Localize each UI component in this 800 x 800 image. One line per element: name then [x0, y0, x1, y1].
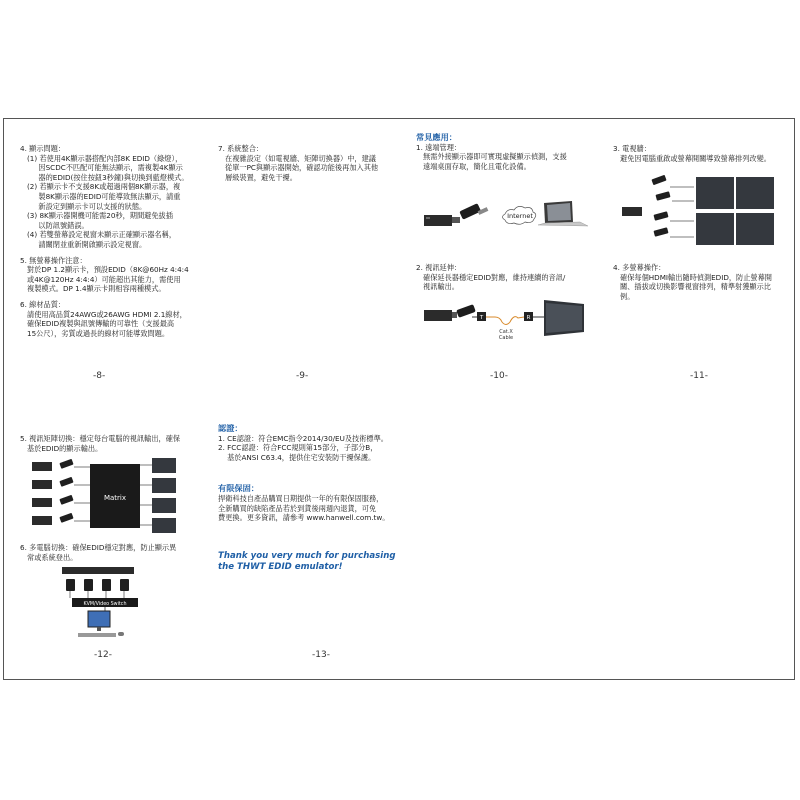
section-7-body: [218, 154, 398, 183]
text-line: 請使用高品質24AWG或26AWG HDMI 2.1線材，: [27, 309, 187, 319]
page-number-13: -13-: [312, 650, 330, 660]
source-pc-icon: [424, 310, 452, 321]
page-12-section-6: [20, 543, 200, 562]
text-line: 無需外接顯示器即可實現虛擬顯示偵測，支援: [423, 152, 567, 162]
matrix-emulator-icon: [59, 459, 73, 469]
text-line: 製8K顯示器的EDID可能導致無法顯示，請重: [27, 191, 181, 201]
matrix-title: 5. 視訊矩陣切換：: [20, 434, 80, 443]
cable-label-catx: Cat.X: [499, 329, 513, 335]
mouse-icon: [118, 632, 124, 636]
text-line: 視訊輸出。: [423, 282, 459, 292]
matrix-label: Matrix: [103, 494, 127, 502]
page-9-content: [218, 144, 398, 182]
text-line: 或4K@120Hz 4:4:4）可能超出其能力，需使用: [27, 274, 181, 284]
kvm-switch-diagram: [60, 565, 160, 643]
video-wall-diagram: [620, 173, 780, 253]
source-pc-icon-wall: [622, 207, 642, 216]
matrix-output-screen: [152, 498, 176, 513]
certification-heading: 認證：: [218, 423, 243, 433]
text-line: 捍衛科技自產品購買日期提供一年的有限保固服務，: [218, 493, 384, 503]
remote-mgmt-title: 1. 遠端管理：: [416, 142, 462, 152]
kvm-title: 6. 多電腦切換：: [20, 543, 73, 552]
matrix-switch-diagram: [30, 456, 180, 536]
thanks-line-1: Thank you very much for purchasing: [218, 550, 396, 561]
receiver-label: R: [526, 315, 531, 321]
video-wall-body: [613, 154, 793, 164]
text-line: 層級裝置，避免干擾。: [225, 172, 297, 182]
remote-mgmt-body: [416, 152, 596, 171]
wall-screen-3: [696, 213, 734, 245]
matrix-source-pc-icon: [32, 516, 52, 525]
warranty-body: [218, 494, 408, 523]
wall-screen-2: [736, 177, 774, 209]
page-11-content: [613, 144, 793, 163]
matrix-output-screen: [152, 478, 176, 493]
applications-heading: 常見應用：: [416, 132, 457, 142]
kvm-line-1: 確保EDID穩定對應，防止顯示異: [72, 543, 177, 552]
page-10-section-2: [416, 263, 596, 292]
page-11-section-4: [613, 263, 793, 301]
emulator-icon-b: [655, 191, 670, 200]
text-line: 確保每個HDMI輸出隨時偵測EDID，防止螢幕開: [620, 272, 772, 282]
text-line: 對於DP 1.2顯示卡，預設EDID（8K@60Hz 4:4:4: [27, 265, 189, 275]
page-12-content: [20, 434, 200, 453]
emulator-icon-c: [653, 211, 668, 220]
internet-label: Internet: [507, 212, 533, 220]
section-5-title: 5. 無螢幕操作注意：: [20, 255, 87, 265]
desktop-monitor-icon: [88, 611, 110, 627]
text-line: 新設定到顯示卡可以支援的狀態。: [27, 201, 147, 211]
matrix-output-screen: [152, 458, 176, 473]
section-4-list: [20, 154, 200, 250]
warranty-heading: 有限保固：: [218, 483, 259, 494]
text-line: 遠端桌面存取，簡化且電化設備。: [423, 161, 531, 171]
kvm-emulator-icon: [102, 579, 111, 591]
text-line: 全新購買的缺陷產品若於到貨後兩週內退貨，可免: [218, 503, 377, 513]
text-line: 確保EDID複製與訊號傳輸的可靠性（支援最高: [27, 319, 175, 329]
section-5-body: [20, 265, 200, 294]
page-number-12: -12-: [94, 650, 112, 660]
page-number-8: -8-: [93, 371, 106, 381]
text-line: 基於ANSI C63.4，提供住宅安裝防干擾保護。: [218, 452, 376, 462]
edid-emulator-icon-2: [456, 304, 476, 318]
kvm-emulator-icon: [84, 579, 93, 591]
matrix-source-pc-icon: [32, 462, 52, 471]
matrix-emulator-icon: [59, 495, 73, 505]
emulator-icon-d: [653, 227, 668, 236]
cable-connector-icon: [452, 217, 460, 223]
transmitter-label: T: [479, 315, 484, 321]
matrix-output-screen: [152, 518, 176, 533]
text-line: 關、插拔或切換影響視窗排列，精準射獲顯示比: [620, 282, 771, 292]
section-6-body: [20, 310, 200, 339]
text-line: 例。: [620, 291, 635, 301]
section-4-title: 4. 顯示問題：: [20, 144, 66, 153]
emulator-icon-a: [651, 175, 666, 185]
kvm-emulator-icon: [120, 579, 129, 591]
text-line: 1. CE認證：符合EMC指令2014/30/EU及技術標準。: [218, 433, 388, 443]
text-line: 從單一PC與顯示器開始，確認功能後再加入其他: [225, 163, 379, 173]
text-line: (1) 若使用4K顯示器搭配內部8K EDID（綠燈），: [27, 153, 183, 163]
matrix-emulator-icon: [59, 513, 73, 523]
section-7-title: 7. 系統整合：: [218, 144, 264, 153]
remote-management-diagram: [420, 195, 590, 237]
page-number-11: -11-: [690, 371, 708, 381]
kvm-source-pc-icon: [62, 567, 80, 574]
video-extension-title: 2. 視訊延伸：: [416, 263, 462, 272]
page-number-9: -9-: [296, 371, 309, 381]
text-line: (3) 8K顯示器開機可能需20秒，期間避免拔插: [27, 211, 173, 221]
text-line: 複製模式。DP 1.4顯示卡則相容兩種模式。: [27, 284, 166, 294]
page-number-10: -10-: [490, 371, 508, 381]
multi-monitor-body: [613, 273, 793, 302]
page-13-content: [218, 424, 408, 573]
matrix-source-pc-icon: [32, 480, 52, 489]
text-line: 請關閉並重新開啟顯示設定視窗。: [27, 239, 147, 249]
text-line: 以防訊號錯誤。: [27, 220, 89, 230]
text-line: 15公尺），劣質或過長的線材可能導致問題。: [27, 328, 170, 338]
kvm-source-pc-icon: [116, 567, 134, 574]
catx-cable-line: [486, 317, 524, 325]
text-line: 費更換。更多資訊，請參考 www.hanwell.com.tw。: [218, 513, 390, 523]
wall-screen-4: [736, 213, 774, 245]
matrix-line-2: 基於EDID的顯示輸出。: [27, 443, 103, 453]
cable-label-cable: Cable: [498, 335, 514, 341]
matrix-emulator-icon: [59, 477, 73, 487]
text-line: 在複雜設定（如電視牆、矩陣切換器）中，建議: [225, 153, 376, 163]
text-line: 避免因電腦重啟或螢幕開關導致螢幕排列改變。: [620, 153, 771, 163]
page-8-content: [20, 144, 200, 338]
kvm-source-pc-icon: [80, 567, 98, 574]
page-10-content: [416, 133, 596, 171]
text-line: (4) 若雙螢幕設定視窗未顯示正確顯示器名稱，: [27, 230, 177, 240]
multi-monitor-title: 4. 多螢幕操作：: [613, 263, 666, 272]
text-line: 器的EDID(按住按鈕3秒鐘)與切換到藍燈模式。: [27, 172, 189, 182]
wall-screen-1: [696, 177, 734, 209]
matrix-line-1: 穩定每台電腦的視訊輸出，確保: [79, 434, 181, 443]
thanks-line-2: the THWT EDID emulator!: [218, 561, 343, 572]
kvm-line-2: 常或系統登出。: [27, 552, 78, 562]
text-line: 確保延長器穩定EDID對應，維持連續的音訊/: [423, 272, 566, 282]
certification-body: [218, 434, 408, 463]
section-6-title: 6. 線材品質：: [20, 299, 66, 309]
text-line: (2) 若顯示卡不支援8K或超過兩個8K顯示器，複: [27, 182, 181, 192]
video-extension-diagram: [420, 298, 590, 348]
keyboard-icon: [78, 633, 116, 637]
kvm-switch-label: KVM/Video Switch: [83, 602, 127, 607]
kvm-section: [20, 543, 200, 553]
matrix-section: [20, 434, 200, 444]
text-line: 2. FCC認證：符合FCC規則第15部分，子部分B，: [218, 443, 378, 453]
mini-pc-icon: [424, 215, 452, 226]
kvm-emulator-icon: [66, 579, 75, 591]
matrix-source-pc-icon: [32, 498, 52, 507]
text-line: 因SCDC不匹配可能無法顯示，需複製4K顯示: [27, 163, 183, 173]
kvm-source-pc-icon: [98, 567, 116, 574]
video-extension-body: [416, 273, 596, 292]
video-wall-title: 3. 電視牆：: [613, 144, 651, 153]
